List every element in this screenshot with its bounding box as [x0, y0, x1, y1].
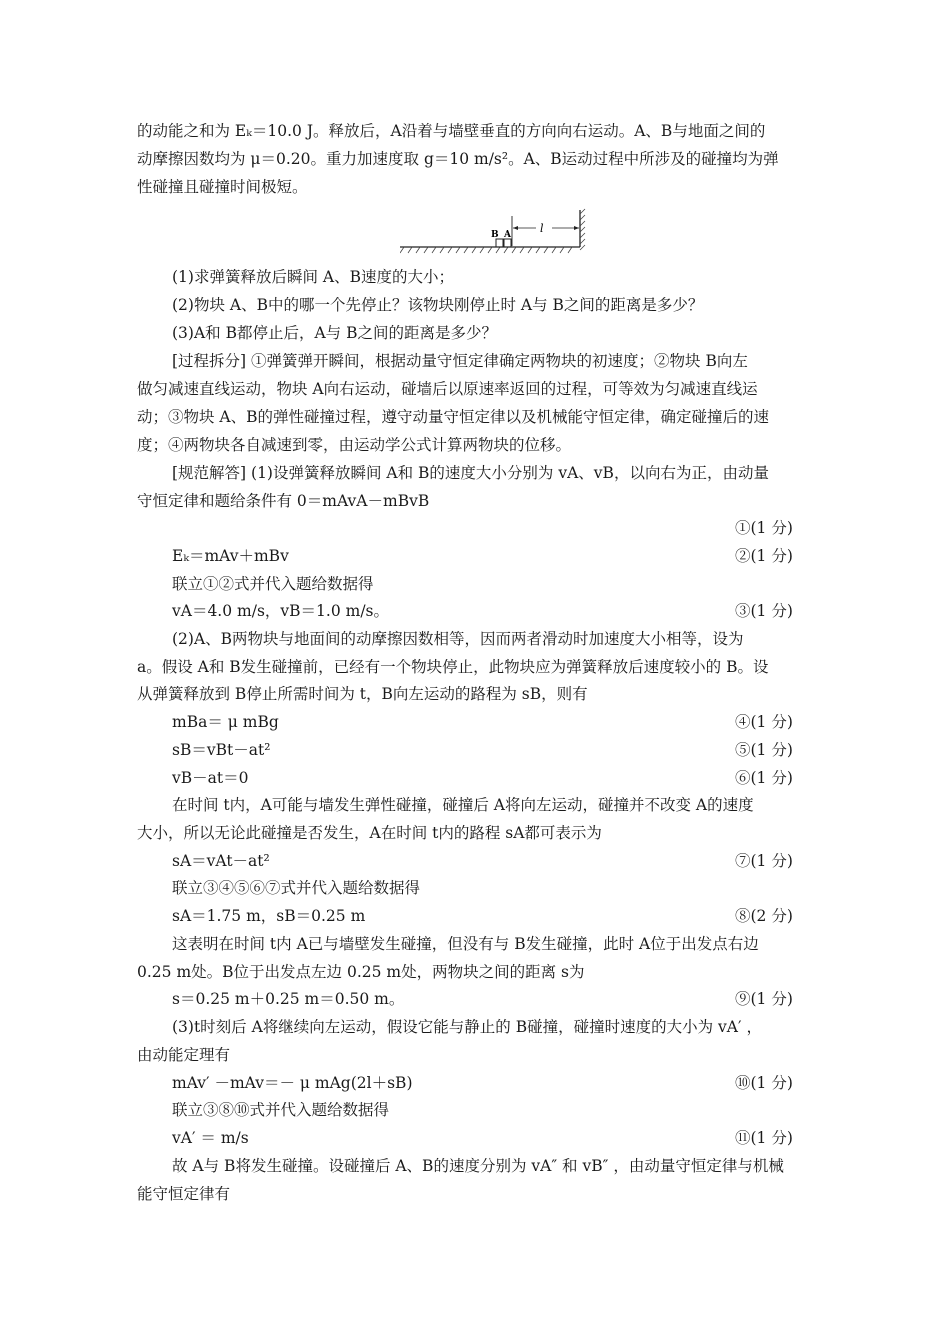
solution-line: 联立③④⑤⑥⑦式并代入题给数据得 — [172, 879, 421, 897]
label-a: A — [504, 230, 511, 240]
equation-tag: ⑦(1 分) — [735, 852, 793, 870]
solution-line: 从弹簧释放到 B停止所需时间为 t，B向左运动的路程为 sB，则有 — [137, 685, 588, 703]
process-line-4: 度；④两物块各自减速到零，由运动学公式计算两物块的位移。 — [137, 436, 572, 454]
equation: s＝0.25 m＋0.25 m＝0.50 m。 — [172, 990, 405, 1008]
solution-line: (3)t时刻后 A将继续向左运动，假设它能与静止的 B碰撞，碰撞时速度的大小为 vA′ ， — [172, 1018, 762, 1036]
solution-line: [规范解答] (1)设弹簧释放瞬间 A和 B的速度大小分别为 vA、vB，以向右为正，由动量 — [172, 464, 769, 482]
equation: vB－at＝0 — [172, 769, 249, 787]
equation: mAv′ －mAv＝－ μ mAg(2l＋sB) — [172, 1074, 413, 1092]
equation-tag: ②(1 分) — [735, 547, 793, 565]
solution-line: 在时间 t内，A可能与墙发生弹性碰撞，碰撞后 A将向左运动，碰撞并不改变 A的速度 — [172, 796, 754, 814]
process-line-3: 动；③物块 A、B的弹性碰撞过程，遵守动量守恒定律以及机械能守恒定律，确定碰撞后的速 — [137, 408, 770, 426]
equation-tag: ⑪(1 分) — [735, 1129, 793, 1147]
solution-line: 联立③⑧⑩式并代入题给数据得 — [172, 1101, 390, 1119]
equation: vA＝4.0 m/s，vB＝1.0 m/s。 — [172, 602, 390, 620]
solution-line: 守恒定律和题给条件有 0＝mAvA－mBvB — [137, 492, 430, 510]
label-l: l — [540, 222, 544, 235]
equation-tag: ①(1 分) — [735, 519, 793, 537]
equation-tag: ③(1 分) — [735, 602, 793, 620]
problem-intro-line-1: 的动能之和为 Eₖ＝10.0 J。释放后，A沿着与墙壁垂直的方向向右运动。A、B与地面之间的 — [137, 122, 766, 140]
equation: sA＝vAt－at² — [172, 852, 270, 870]
arrow-left-icon — [513, 226, 518, 230]
equation-tag: ④(1 分) — [735, 713, 793, 731]
solution-line: 联立①②式并代入题给数据得 — [172, 575, 374, 593]
equation: sA＝1.75 m，sB＝0.25 m — [172, 907, 366, 925]
block-b — [496, 239, 503, 247]
equation: Eₖ＝mAv＋mBv — [172, 547, 289, 565]
block-a — [504, 239, 511, 247]
equation-tag: ⑨(1 分) — [735, 990, 793, 1008]
question-2: (2)物块 A、B中的哪一个先停止？该物块刚停止时 A与 B之间的距离是多少？ — [172, 296, 704, 314]
solution-line: (2)A、B两物块与地面间的动摩擦因数相等，因而两者滑动时加速度大小相等，设为 — [172, 630, 744, 648]
equation-tag: ⑤(1 分) — [735, 741, 793, 759]
equation-tag: ⑥(1 分) — [735, 769, 793, 787]
question-1: (1)求弹簧释放后瞬间 A、B速度的大小； — [172, 268, 454, 286]
process-line-1: [过程拆分] ①弹簧弹开瞬间，根据动量守恒定律确定两物块的初速度；②物块 B向左 — [172, 352, 748, 370]
label-b: B — [491, 230, 499, 240]
process-line-2: 做匀减速直线运动，物块 A向右运动，碰墙后以原速率返回的过程，可等效为匀减速直线运 — [137, 380, 758, 398]
solution-line: 能守恒定律有 — [137, 1185, 231, 1203]
equation: sB＝vBt－at² — [172, 741, 271, 759]
arrow-right-icon — [574, 226, 579, 230]
question-3: (3)A和 B都停止后，A与 B之间的距离是多少？ — [172, 324, 497, 342]
equation-tag: ⑧(2 分) — [735, 907, 793, 925]
solution-line: 故 A与 B将发生碰撞。设碰撞后 A、B的速度分别为 vA″ 和 vB″ ，由动量守恒定律与机械 — [172, 1157, 784, 1175]
problem-intro-line-2: 动摩擦因数均为 μ＝0.20。重力加速度取 g＝10 m/s²。A、B运动过程中所涉及的碰撞均为弹 — [137, 150, 779, 168]
equation: mBa＝ μ mBg — [172, 713, 279, 731]
solution-line: 大小，所以无论此碰撞是否发生，A在时间 t内的路程 sA都可表示为 — [137, 824, 602, 842]
equation: vA′ ＝ m/s — [172, 1129, 249, 1147]
equation-tag: ⑩(1 分) — [735, 1074, 793, 1092]
solution-line: 由动能定理有 — [137, 1046, 231, 1064]
problem-intro-line-3: 性碰撞且碰撞时间极短。 — [137, 178, 308, 196]
solution-line: 这表明在时间 t内 A已与墙壁发生碰撞，但没有与 B发生碰撞，此时 A位于出发点右边 — [172, 935, 759, 953]
solution-line: 0.25 m处。B位于出发点左边 0.25 m处，两物块之间的距离 s为 — [137, 963, 585, 981]
setup-diagram — [400, 208, 590, 258]
solution-line: a。假设 A和 B发生碰撞前，已经有一个物块停止，此物块应为弹簧释放后速度较小的 B。设 — [137, 658, 769, 676]
